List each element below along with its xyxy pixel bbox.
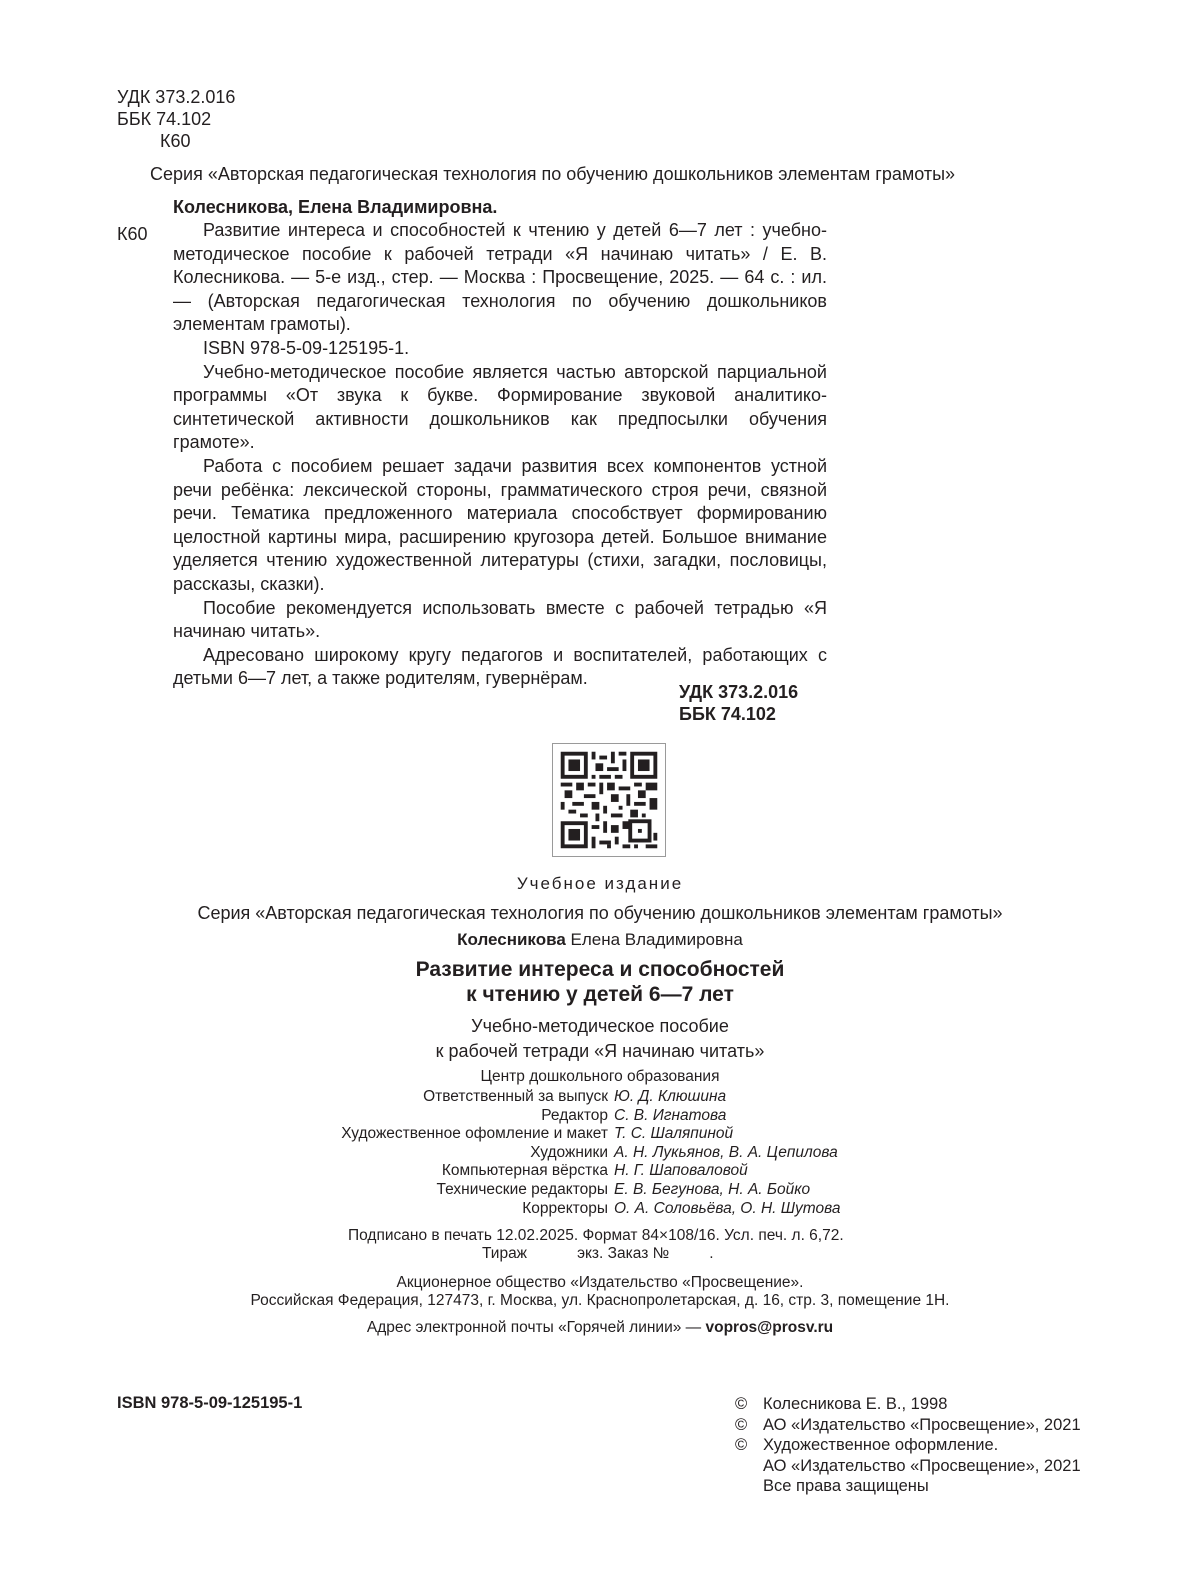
order-label: экз. Заказ № bbox=[577, 1245, 670, 1262]
credit-role: Художественное офомление и макет bbox=[341, 1125, 608, 1143]
annotation-paragraph: Работа с пособием решает задачи развития всех компонентов устной речи ребёнка: лексической стороны, грамматического строя речи, связной речи. Тематика предложенного материала способствует формированию целостной картины мира, расширению кругозора детей. Большое внимание уделяется чтению художественной литературы (стихи, загадки, пословицы, рассказы, сказки). bbox=[173, 455, 827, 594]
footer-isbn: ISBN 978-5-09-125195-1 bbox=[117, 1394, 303, 1412]
credit-name: Ю. Д. Клюшина bbox=[614, 1088, 727, 1105]
print-run-end: . bbox=[709, 1245, 714, 1262]
credit-name: С. В. Игнатова bbox=[614, 1106, 727, 1124]
author-name: Елена Владимировна bbox=[565, 930, 743, 949]
rights-text: Все права защищены bbox=[763, 1477, 929, 1495]
credit-row bbox=[0, 1088, 1200, 1107]
print-run-label: Тираж bbox=[482, 1245, 528, 1262]
author-mark: К60 bbox=[160, 131, 191, 151]
credit-role: Технические редакторы bbox=[436, 1180, 608, 1198]
bibliographic-description: Развитие интереса и способностей к чтению у детей 6—7 лет : учебно-методическое пособие к рабочей тетради «Я начинаю читать» / Е. В. Колесникова. — 5-е изд., стер. — Москва : Просвещение, 2025. — 64 с. : ил. — (Авторская педагогическая технология по обучению дошкольников элементам грамоты). bbox=[173, 220, 827, 335]
copyright-line bbox=[735, 1415, 1081, 1436]
isbn-line: ISBN 978-5-09-125195-1. bbox=[203, 337, 410, 358]
credit-role: Корректоры bbox=[522, 1199, 608, 1217]
annotation-paragraph: Учебно-методическое пособие является частью авторской парциальной программы «От звука к букве. Формирование звуковой аналитико-синтетической активности дошкольников как предпосылки обучения грамоте». bbox=[173, 361, 827, 453]
copyright-icon: © bbox=[735, 1415, 748, 1434]
credit-row bbox=[0, 1107, 1200, 1126]
credit-row bbox=[0, 1125, 1200, 1144]
credit-name: Н. Г. Шаповаловой bbox=[614, 1162, 748, 1180]
copyright-line bbox=[735, 1435, 1081, 1456]
catalog-record bbox=[173, 219, 827, 691]
book-subtitle-line-2: к рабочей тетради «Я начинаю читать» bbox=[435, 1041, 765, 1061]
copyright-icon: © bbox=[735, 1436, 748, 1454]
publishing-center: Центр дошкольного образования bbox=[480, 1068, 720, 1085]
credit-role: Художники bbox=[530, 1143, 608, 1161]
imprint-series: Серия «Авторская педагогическая технология по обучению дошкольников элементам грамоты» bbox=[197, 903, 1003, 923]
credit-row bbox=[0, 1144, 1200, 1163]
credit-role: Редактор bbox=[541, 1106, 608, 1124]
imprint-author bbox=[0, 930, 1200, 950]
credit-name: А. Н. Лукьянов, В. А. Цепилова bbox=[614, 1143, 838, 1161]
credit-role: Ответственный за выпуск bbox=[423, 1088, 608, 1105]
credit-name: Е. В. Бегунова, Н. А. Бойко bbox=[614, 1180, 811, 1198]
credit-name: Т. С. Шаляпиной bbox=[614, 1125, 734, 1143]
copyright-text: АО «Издательство «Просвещение», 2021 bbox=[763, 1415, 1081, 1434]
copyright-line bbox=[735, 1394, 1081, 1415]
udk-code: УДК 373.2.016 bbox=[117, 87, 236, 107]
credits-list bbox=[0, 1088, 1200, 1218]
bbk-code: ББК 74.102 bbox=[117, 109, 212, 129]
print-run bbox=[482, 1245, 714, 1263]
credit-row bbox=[0, 1162, 1200, 1181]
book-subtitle-line-1: Учебно-методическое пособие bbox=[471, 1016, 729, 1036]
series-line: Серия «Авторская педагогическая технология по обучению дошкольников элементам грамоты» bbox=[150, 164, 956, 184]
credit-row bbox=[0, 1200, 1200, 1219]
publisher-address: Российская Федерация, 127473, г. Москва, ул. Краснопролетарская, д. 16, стр. 3, помещение 1Н. bbox=[250, 1292, 950, 1309]
book-title-line-1: Развитие интереса и способностей bbox=[415, 958, 785, 981]
credit-role: Компьютерная вёрстка bbox=[441, 1162, 608, 1180]
book-title-line-2: к чтению у детей 6—7 лет bbox=[466, 983, 734, 1006]
qr-code bbox=[552, 743, 666, 857]
publisher-name: Акционерное общество «Издательство «Просвещение». bbox=[396, 1274, 804, 1291]
copyright-text: АО «Издательство «Просвещение», 2021 bbox=[763, 1456, 1081, 1475]
rights-reserved bbox=[763, 1476, 1081, 1497]
copyright-text: Художественное оформление. bbox=[763, 1436, 999, 1454]
hotline-email bbox=[0, 1319, 1200, 1337]
credit-name: О. А. Соловьёва, О. Н. Шутова bbox=[614, 1199, 841, 1217]
copyright-icon: © bbox=[735, 1395, 748, 1413]
record-udk: УДК 373.2.016 bbox=[679, 682, 799, 702]
author-surname: Колесникова bbox=[457, 930, 566, 949]
record-bbk: ББК 74.102 bbox=[679, 704, 776, 724]
copyright-line bbox=[763, 1456, 1081, 1477]
record-author: Колесникова, Елена Владимировна. bbox=[173, 197, 498, 217]
edition-type: Учебное издание bbox=[516, 874, 684, 893]
copyright-block bbox=[735, 1394, 1081, 1497]
record-author-mark: К60 bbox=[117, 224, 148, 244]
email-label: Адрес электронной почты «Горячей линии» — bbox=[366, 1319, 702, 1336]
email-address: vopros@prosv.ru bbox=[705, 1319, 834, 1336]
signed-to-print: Подписано в печать 12.02.2025. Формат 84×108/16. Усл. печ. л. 6,72. bbox=[348, 1227, 844, 1244]
annotation-paragraph: Пособие рекомендуется использовать вместе с рабочей тетрадью «Я начинаю читать». bbox=[173, 597, 827, 642]
copyright-text: Колесникова Е. В., 1998 bbox=[763, 1395, 948, 1413]
annotation-paragraph: Адресовано широкому кругу педагогов и воспитателей, работающих с детьми 6—7 лет, а также родителям, гувернёрам. bbox=[173, 644, 827, 689]
credit-row bbox=[0, 1181, 1200, 1200]
qr-code-icon bbox=[553, 744, 665, 856]
